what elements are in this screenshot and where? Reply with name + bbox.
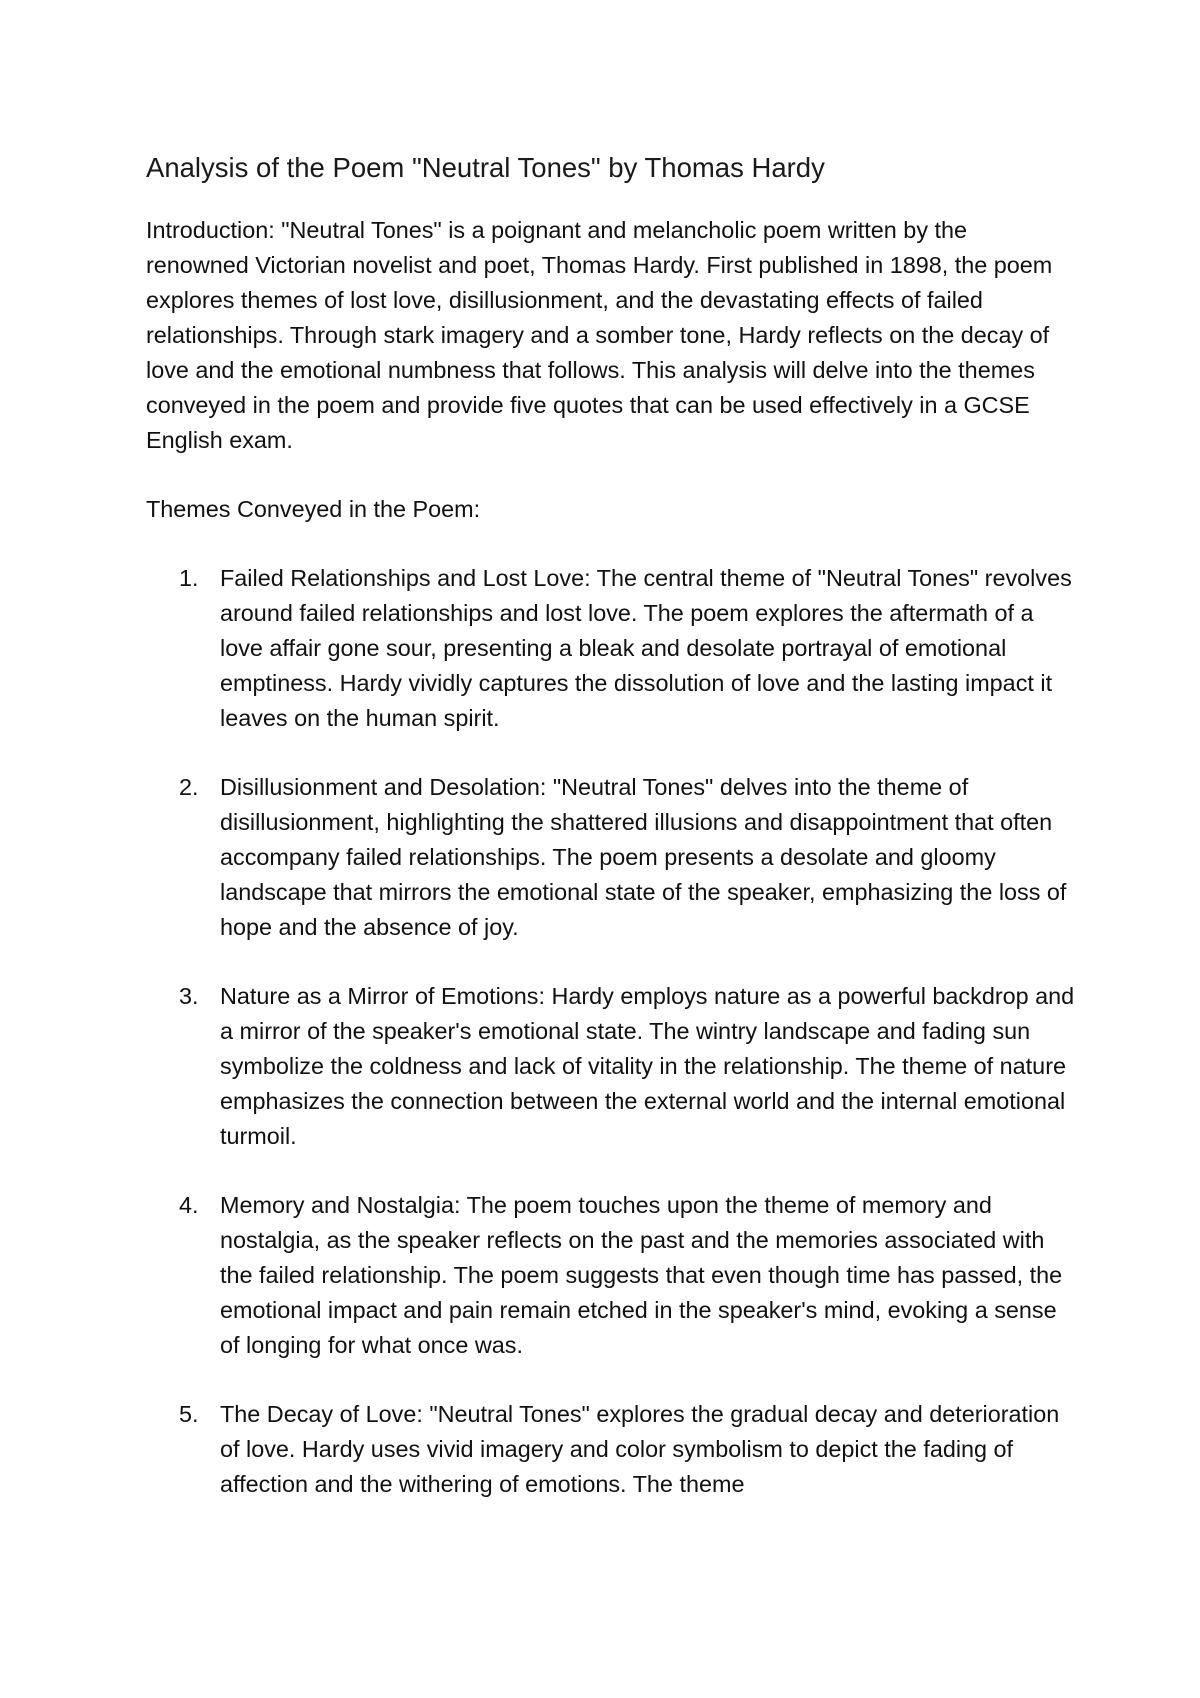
theme-text: The Decay of Love: "Neutral Tones" explores the gradual decay and deterioration of love. Hardy uses vivid imagery and color symbolism to depict the fading of affection and the withering of emotions. The theme <box>220 1401 1060 1497</box>
theme-text: Nature as a Mirror of Emotions: Hardy employs nature as a powerful backdrop and a mirror of the speaker's emotional state. The wintry landscape and fading sun symbolize the coldness and lack of vitality in the relationship. The theme of nature emphasizes the connection between the external world and the internal emotional turmoil. <box>220 983 1075 1149</box>
document-content <box>146 150 1076 1536</box>
theme-item <box>146 1397 1076 1502</box>
themes-heading: Themes Conveyed in the Poem: <box>146 496 481 522</box>
introduction-paragraph: Introduction: "Neutral Tones" is a poignant and melancholic poem written by the renowned Victorian novelist and poet, Thomas Hardy. First published in 1898, the poem explores themes of lost love, disillusionment, and the devastating effects of failed relationships. Through stark imagery and a somber tone, Hardy reflects on the decay of love and the emotional numbness that follows. This analysis will delve into the themes conveyed in the poem and provide five quotes that can be used effectively in a GCSE English exam. <box>146 217 1053 453</box>
document-title: Analysis of the Poem "Neutral Tones" by Thomas Hardy <box>146 152 825 183</box>
theme-number: 4. <box>179 1192 199 1218</box>
theme-text: Failed Relationships and Lost Love: The central theme of "Neutral Tones" revolves around failed relationships and lost love. The poem explores the aftermath of a love affair gone sour, presenting a bleak and desolate portrayal of emotional emptiness. Hardy vividly captures the dissolution of love and the lasting impact it leaves on the human spirit. <box>220 565 1072 731</box>
theme-item <box>146 1188 1076 1363</box>
theme-number: 5. <box>179 1401 199 1427</box>
theme-number: 2. <box>179 774 199 800</box>
theme-number: 1. <box>179 565 199 591</box>
theme-item <box>146 979 1076 1154</box>
theme-text: Memory and Nostalgia: The poem touches upon the theme of memory and nostalgia, as the speaker reflects on the past and the memories associated with the failed relationship. The poem suggests that even though time has passed, the emotional impact and pain remain etched in the speaker's mind, evoking a sense of longing for what once was. <box>220 1192 1063 1358</box>
theme-text: Disillusionment and Desolation: "Neutral Tones" delves into the theme of disillusionment, highlighting the shattered illusions and disappointment that often accompany failed relationships. The poem presents a desolate and gloomy landscape that mirrors the emotional state of the speaker, emphasizing the loss of hope and the absence of joy. <box>220 774 1067 940</box>
themes-list <box>146 561 1076 1502</box>
theme-item <box>146 770 1076 945</box>
theme-item <box>146 561 1076 736</box>
theme-number: 3. <box>179 983 199 1009</box>
